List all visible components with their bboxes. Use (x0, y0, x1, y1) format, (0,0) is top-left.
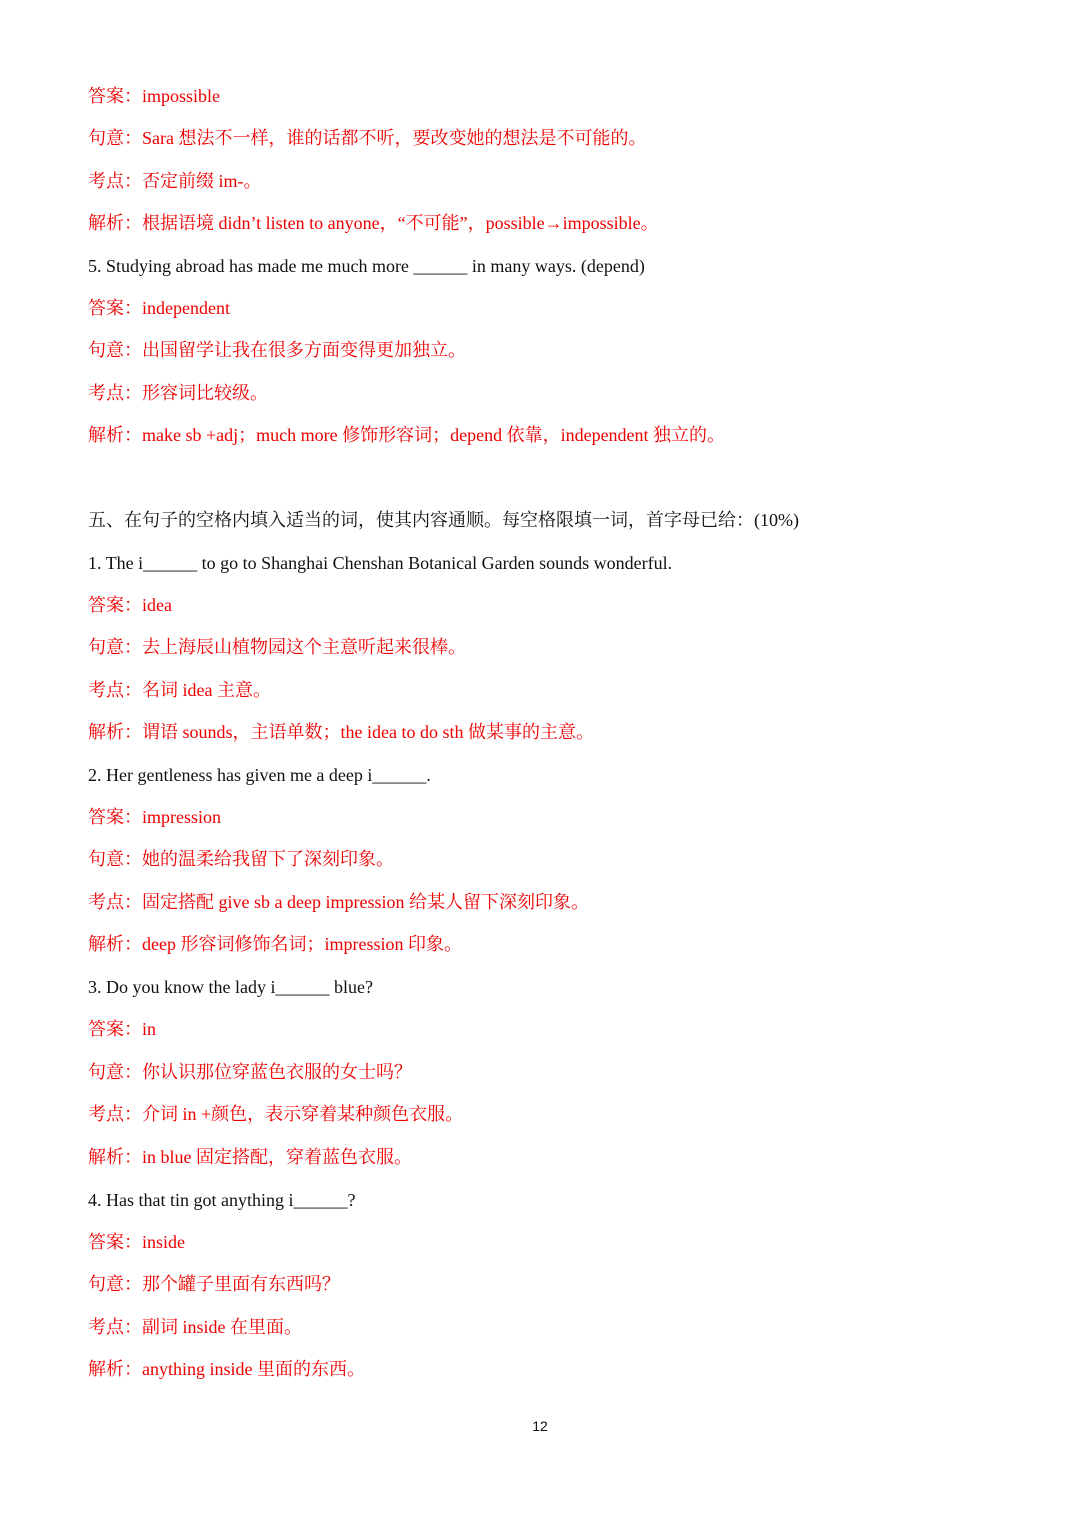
answer-line: 答案：impression (88, 807, 221, 827)
analysis-line: 解析：deep 形容词修饰名词；impression 印象。 (88, 934, 462, 954)
meaning-line: 句意：你认识那位穿蓝色衣服的女士吗？ (88, 1062, 412, 1082)
analysis-line: 解析：根据语境 didn’t listen to anyone，“不可能”，possible→impossible。 (88, 213, 659, 233)
question-line: 3. Do you know the lady i______ blue? (88, 977, 373, 997)
meaning-line: 句意：她的温柔给我留下了深刻印象。 (88, 849, 394, 869)
meaning-line: 句意：出国留学让我在很多方面变得更加独立。 (88, 340, 466, 360)
point-line: 考点：固定搭配 give sb a deep impression 给某人留下深刻印象。 (88, 892, 589, 912)
answer-line: 答案：independent (88, 298, 230, 318)
point-line: 考点：否定前缀 im-。 (88, 171, 262, 191)
point-line: 考点：名词 idea 主意。 (88, 680, 271, 700)
answer-line: 答案：impossible (88, 86, 221, 106)
answer-line: 答案：in (88, 1019, 157, 1039)
section-heading: 五、在句子的空格内填入适当的词，使其内容通顺。每空格限填一词，首字母已给：(10%) (88, 510, 799, 530)
question-line: 1. The i______ to go to Shanghai Chenshan Botanical Garden sounds wonderful. (88, 553, 673, 573)
point-line: 考点：副词 inside 在里面。 (88, 1317, 302, 1337)
point-line: 考点：形容词比较级。 (88, 383, 268, 403)
analysis-line: 解析：in blue 固定搭配，穿着蓝色衣服。 (88, 1147, 412, 1167)
answer-line: 答案：inside (88, 1232, 185, 1252)
question-line: 2. Her gentleness has given me a deep i______. (88, 765, 431, 785)
meaning-line: 句意：那个罐子里面有东西吗？ (88, 1274, 340, 1294)
page-number: 12 (532, 1418, 548, 1434)
question-line: 4. Has that tin got anything i______? (88, 1190, 356, 1210)
analysis-line: 解析：make sb +adj；much more 修饰形容词；depend 依靠，independent 独立的。 (88, 425, 726, 445)
meaning-line: 句意：去上海辰山植物园这个主意听起来很棒。 (88, 637, 466, 657)
answer-line: 答案：idea (88, 595, 172, 615)
analysis-line: 解析：谓语 sounds，主语单数；the idea to do sth 做某事的主意。 (88, 722, 594, 742)
analysis-line: 解析：anything inside 里面的东西。 (88, 1359, 365, 1379)
question-line: 5. Studying abroad has made me much more ______ in many ways. (depend) (88, 256, 645, 276)
meaning-line: 句意：Sara 想法不一样，谁的话都不听，要改变她的想法是不可能的。 (88, 128, 647, 148)
point-line: 考点：介词 in +颜色，表示穿着某种颜色衣服。 (88, 1104, 464, 1124)
